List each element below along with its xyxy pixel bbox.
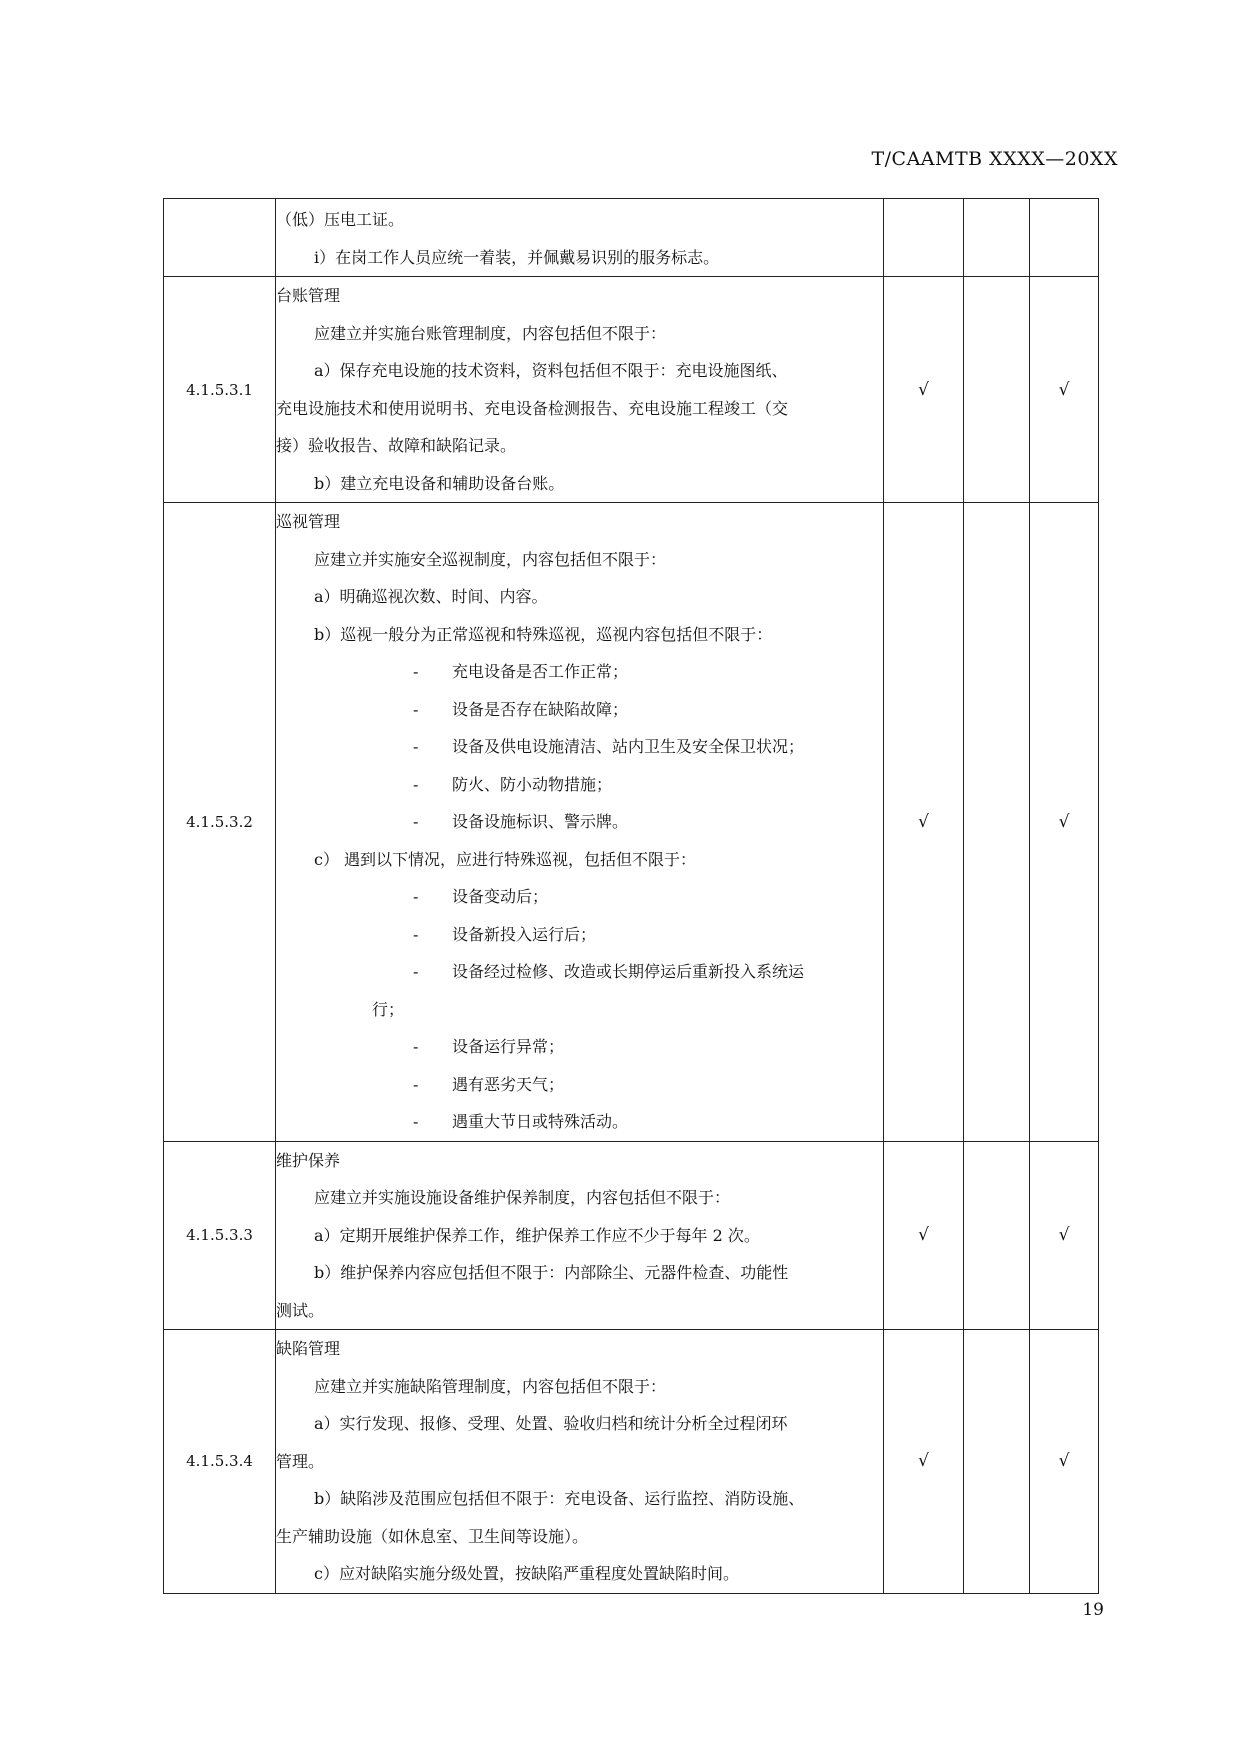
content-cell	[276, 199, 884, 277]
content-cell	[276, 1330, 884, 1594]
content-line: 应建立并实施缺陷管理制度，内容包括但不限于：	[314, 1376, 667, 1396]
content-line: 生产辅助设施（如休息室、卫生间等设施）。	[276, 1526, 589, 1546]
table-row	[164, 1141, 1099, 1330]
check-mark: √	[1030, 503, 1099, 1142]
section-title: 台账管理	[276, 286, 341, 305]
section-title: 维护保养	[276, 1150, 341, 1170]
content-line: a）保存充电设施的技术资料，资料包括但不限于：充电设施图纸、	[314, 361, 788, 380]
content-cell	[276, 277, 884, 503]
content-line: b）建立充电设备和辅助设备台账。	[314, 473, 565, 493]
content-line: 应建立并实施台账管理制度，内容包括但不限于：	[314, 323, 667, 343]
bullet-item: - 设备运行异常；	[413, 1037, 565, 1056]
check-mark	[964, 277, 1030, 503]
content-line: c） 遇到以下情况，应进行特殊巡视，包括但不限于：	[314, 849, 697, 869]
bullet-item: - 充电设备是否工作正常；	[413, 662, 629, 681]
bullet-item: - 设备是否存在缺陷故障；	[413, 699, 629, 719]
check-cell-1	[884, 199, 964, 277]
clause-number: 4.1.5.3.3	[164, 1141, 276, 1330]
content-line: a）明确巡视次数、时间、内容。	[314, 587, 548, 606]
content-line: a）定期开展维护保养工作，维护保养工作应不少于每年 2 次。	[314, 1225, 760, 1245]
page-number: 19	[1082, 1600, 1104, 1620]
bullet-item: - 遇有恶劣天气；	[413, 1074, 565, 1094]
content-cell	[276, 503, 884, 1142]
check-mark: √	[884, 1141, 964, 1330]
content-line: （低）压电工证。	[276, 210, 405, 229]
table-row	[164, 503, 1099, 1142]
clause-number: 4.1.5.3.2	[164, 503, 276, 1142]
content-line: i）在岗工作人员应统一着装，并佩戴易识别的服务标志。	[314, 247, 720, 267]
bullet-item-wrap: 行；	[372, 999, 405, 1019]
bullet-item: - 设备及供电设施清洁、站内卫生及安全保卫状况；	[413, 737, 805, 756]
content-line: b）巡视一般分为正常巡视和特殊巡视，巡视内容包括但不限于：	[314, 624, 773, 644]
bullet-item: - 防火、防小动物措施；	[413, 774, 613, 794]
bullet-item: - 遇重大节日或特殊活动。	[413, 1112, 629, 1131]
check-mark: √	[884, 1330, 964, 1594]
bullet-item: - 设备经过检修、改造或长期停运后重新投入系统运	[413, 962, 805, 981]
check-mark: √	[884, 503, 964, 1142]
content-line: b）缺陷涉及范围应包括但不限于：充电设备、运行监控、消防设施、	[314, 1489, 805, 1508]
clause-number: 4.1.5.3.4	[164, 1330, 276, 1594]
check-mark: √	[1030, 277, 1099, 503]
content-line: a）实行发现、报修、受理、处置、验收归档和统计分析全过程闭环	[314, 1414, 788, 1433]
requirements-table	[163, 198, 1099, 1594]
content-line: 测试。	[276, 1300, 325, 1320]
check-mark: √	[1030, 1330, 1099, 1594]
check-mark: √	[884, 277, 964, 503]
clause-number: 4.1.5.3.1	[164, 277, 276, 503]
clause-cell	[164, 199, 276, 277]
section-title: 巡视管理	[276, 512, 341, 531]
content-line: 应建立并实施安全巡视制度，内容包括但不限于：	[314, 549, 667, 569]
check-cell-3	[1030, 199, 1099, 277]
content-line: 充电设施技术和使用说明书、充电设备检测报告、充电设施工程竣工（交	[276, 398, 789, 418]
bullet-item: - 设备设施标识、警示牌。	[413, 812, 629, 831]
content-line: 应建立并实施设施设备维护保养制度，内容包括但不限于：	[314, 1188, 731, 1207]
check-mark	[964, 1141, 1030, 1330]
section-title: 缺陷管理	[276, 1339, 341, 1358]
table-row	[164, 277, 1099, 503]
check-mark: √	[1030, 1141, 1099, 1330]
table-row	[164, 1330, 1099, 1594]
bullet-item: - 设备变动后；	[413, 887, 549, 906]
content-line: c）应对缺陷实施分级处置，按缺陷严重程度处置缺陷时间。	[314, 1564, 739, 1583]
bullet-item: - 设备新投入运行后；	[413, 924, 597, 944]
check-mark	[964, 503, 1030, 1142]
table-row-continuation	[164, 199, 1099, 277]
content-line: 管理。	[276, 1451, 325, 1471]
check-mark	[964, 1330, 1030, 1594]
content-line: 接）验收报告、故障和缺陷记录。	[276, 436, 517, 455]
check-cell-2	[964, 199, 1030, 277]
content-line: b）维护保养内容应包括但不限于：内部除尘、元器件检查、功能性	[314, 1263, 789, 1282]
standard-code: T/CAAMTB XXXX—20XX	[871, 148, 1118, 170]
content-cell	[276, 1141, 884, 1330]
